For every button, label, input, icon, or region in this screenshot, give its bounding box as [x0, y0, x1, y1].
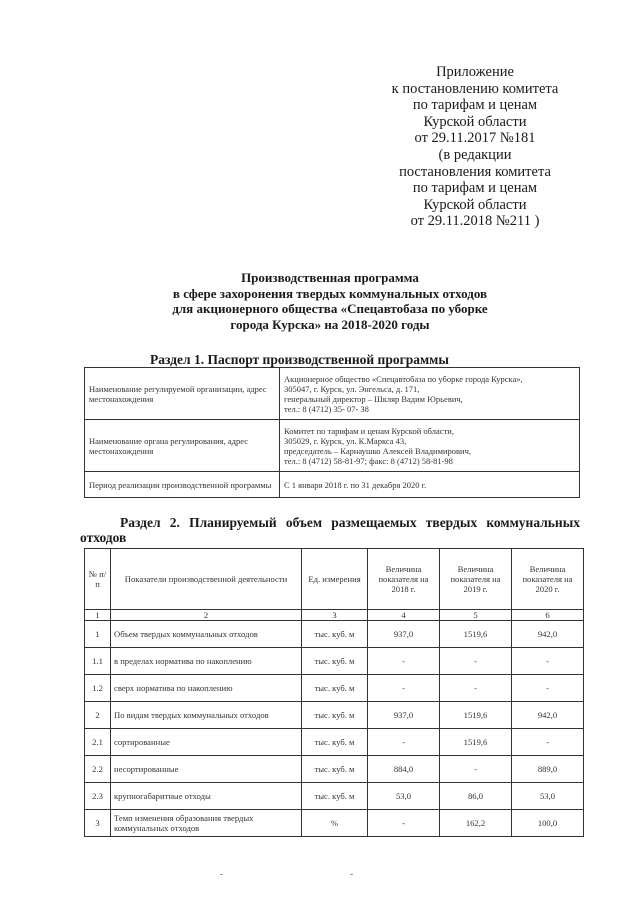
row-value-2019: 162,2 [440, 810, 512, 837]
table-row [85, 702, 584, 729]
row-num: 3 [85, 810, 111, 837]
row-value-2018: 53,0 [368, 783, 440, 810]
row-value-2019: 86,0 [440, 783, 512, 810]
row-value-2020: - [512, 648, 584, 675]
row-value-2018: - [368, 810, 440, 837]
passport-label: Наименование органа регулирования, адрес местонахождения [85, 420, 280, 472]
column-number: 1 [85, 610, 111, 621]
row-value-2019: - [440, 756, 512, 783]
passport-value [280, 472, 580, 498]
column-number: 6 [512, 610, 584, 621]
header-unit: Ед. измерения [302, 549, 368, 610]
header-2020: Величина показателя на 2020 г. [512, 549, 584, 610]
row-value-2020: 942,0 [512, 621, 584, 648]
row-unit: тыс. куб. м [302, 702, 368, 729]
annex-line: Курской области [423, 196, 527, 213]
table-row [85, 810, 584, 837]
row-value-2019: 1519,6 [440, 621, 512, 648]
row-value-2020: 889,0 [512, 756, 584, 783]
row-value-2018: - [368, 675, 440, 702]
passport-row [85, 368, 580, 420]
row-num: 2.3 [85, 783, 111, 810]
program-title-line: для акционерного общества «Спецавтобаза по уборке [172, 301, 488, 316]
column-number: 5 [440, 610, 512, 621]
program-title-line: в сфере захоронения твердых коммунальных отходов [172, 285, 488, 301]
annex-line: по тарифам и ценам [412, 180, 538, 197]
row-unit: тыс. куб. м [302, 648, 368, 675]
row-value-2018: 937,0 [368, 702, 440, 729]
passport-value [280, 368, 580, 420]
row-value-2019: 1519,6 [440, 702, 512, 729]
row-value-2019: - [440, 675, 512, 702]
row-num: 2.2 [85, 756, 111, 783]
passport-value-line: Акционерное общество «Спецавтобаза по уборке города Курска», [284, 373, 523, 384]
row-value-2018: - [368, 729, 440, 756]
volumes-table [84, 548, 584, 837]
annex-line: (в редакции [438, 146, 512, 163]
annex-line: по тарифам и ценам [412, 97, 538, 114]
row-name: крупногабаритные отходы [111, 783, 302, 810]
table-row [85, 756, 584, 783]
row-unit: тыс. куб. м [302, 729, 368, 756]
annex-line: Курской области [423, 113, 527, 130]
row-value-2018: - [368, 648, 440, 675]
passport-row [85, 420, 580, 472]
passport-value-line: С 1 января 2018 г. по 31 декабря 2020 г. [284, 479, 427, 490]
scan-speck [350, 874, 353, 875]
table-header-row [85, 549, 584, 610]
header-num: № п/п [85, 549, 111, 610]
section2-title: Раздел 2. Планируемый объем размещаемых твердых коммунальных отходов [80, 515, 580, 545]
section1-title: Раздел 1. Паспорт производственной программы [150, 352, 449, 367]
table-row [85, 621, 584, 648]
table-row [85, 783, 584, 810]
annex-line: Приложение [436, 64, 514, 80]
row-name: сортированные [111, 729, 302, 756]
row-name: Объем твердых коммунальных отходов [111, 621, 302, 648]
header-2019: Величина показателя на 2019 г. [440, 549, 512, 610]
table-row [85, 675, 584, 702]
row-unit: тыс. куб. м [302, 783, 368, 810]
row-num: 2.1 [85, 729, 111, 756]
row-value-2020: 942,0 [512, 702, 584, 729]
annex-line: от 29.11.2018 №211 ) [410, 213, 540, 230]
passport-value [280, 420, 580, 472]
row-value-2020: - [512, 675, 584, 702]
scan-artifacts [200, 874, 400, 876]
passport-value-line: тел.: 8 (4712) 58-81-97; факс: 8 (4712) 58-81-98 [284, 455, 453, 466]
passport-value-line: председатель – Карнаушко Алексей Владимирович, [284, 445, 471, 456]
row-name: По видам твердых коммунальных отходов [111, 702, 302, 729]
row-num: 2 [85, 702, 111, 729]
row-value-2018: 884,0 [368, 756, 440, 783]
program-title [60, 270, 600, 332]
row-unit: тыс. куб. м [302, 675, 368, 702]
row-value-2018: 937,0 [368, 621, 440, 648]
header-indicator: Показатели производственной деятельности [111, 549, 302, 610]
column-number: 2 [111, 610, 302, 621]
column-number: 4 [368, 610, 440, 621]
table-row [85, 729, 584, 756]
table-row [85, 648, 584, 675]
passport-table [84, 367, 580, 498]
column-number-row [85, 610, 584, 621]
row-name: в пределах норматива по накоплению [111, 648, 302, 675]
column-number: 3 [302, 610, 368, 621]
row-value-2020: 100,0 [512, 810, 584, 837]
header-2018: Величина показателя на 2018 г. [368, 549, 440, 610]
row-name: сверх норматива по накоплению [111, 675, 302, 702]
scan-speck [220, 874, 223, 875]
row-value-2019: 1519,6 [440, 729, 512, 756]
program-title-line: Производственная программа [241, 270, 419, 285]
row-value-2020: 53,0 [512, 783, 584, 810]
passport-label: Наименование регулируемой организации, адрес местонахождения [85, 368, 280, 420]
row-unit: % [302, 810, 368, 837]
row-value-2020: - [512, 729, 584, 756]
annex-line: от 29.11.2017 №181 [414, 130, 536, 147]
row-unit: тыс. куб. м [302, 756, 368, 783]
row-value-2019: - [440, 648, 512, 675]
passport-value-line: 305029, г. Курск, ул. К.Маркса 43, [284, 435, 407, 446]
annex-line: к постановлению комитета [391, 80, 559, 97]
passport-value-line: 305047, г. Курск, ул. Энгельса, д. 171, [284, 383, 420, 394]
row-num: 1.1 [85, 648, 111, 675]
row-num: 1 [85, 621, 111, 648]
annex-header [360, 64, 590, 230]
program-title-line: города Курска» на 2018-2020 годы [230, 316, 430, 332]
passport-value-line: Комитет по тарифам и ценам Курской области, [284, 425, 454, 436]
row-name: несортированные [111, 756, 302, 783]
row-num: 1.2 [85, 675, 111, 702]
annex-line: постановления комитета [399, 163, 551, 180]
row-unit: тыс. куб. м [302, 621, 368, 648]
row-name: Темп изменения образования твердых коммунальных отходов [111, 810, 302, 837]
passport-row [85, 472, 580, 498]
passport-value-line: тел.: 8 (4712) 35- 07- 38 [284, 403, 369, 414]
passport-value-line: генеральный директор – Шкляр Вадим Юрьевич, [284, 393, 463, 404]
passport-label: Период реализации производственной программы [85, 472, 280, 498]
